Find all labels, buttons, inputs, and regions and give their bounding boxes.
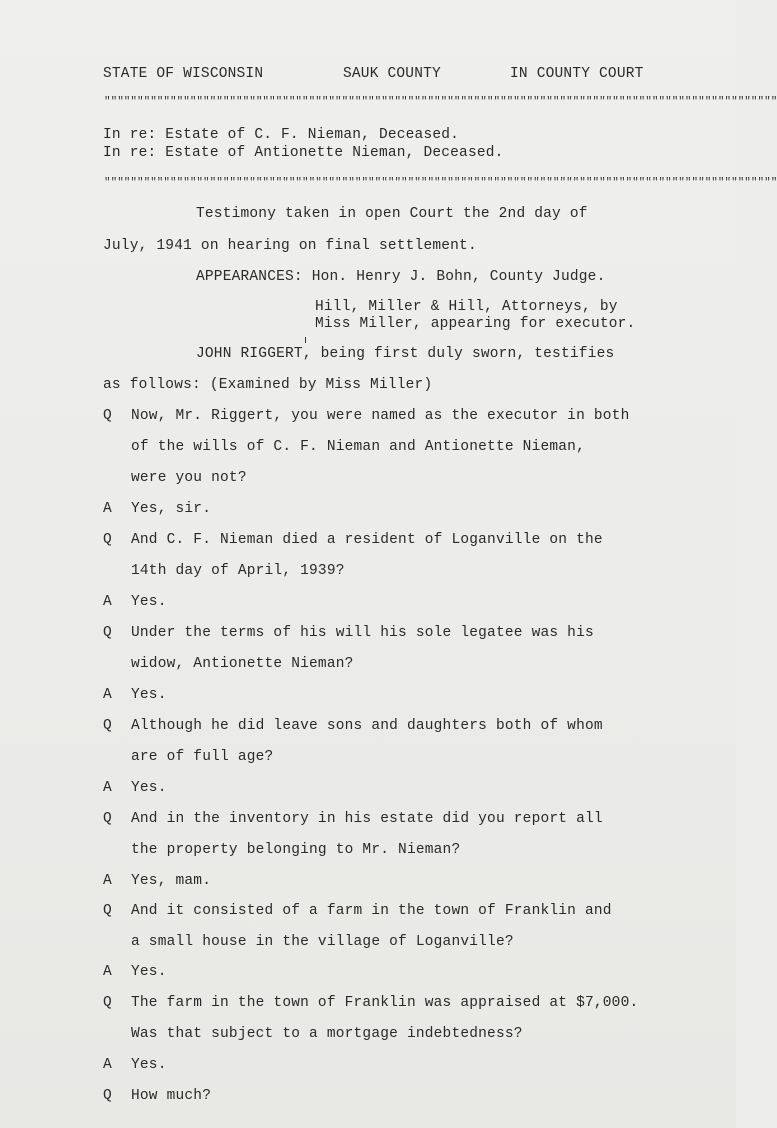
qa-marker: A [103,594,112,610]
qa-text: are of full age? [131,749,274,765]
qa-marker: A [103,687,112,703]
qa-text: Yes. [131,780,167,796]
qa-text: Was that subject to a mortgage indebtedness? [131,1026,523,1042]
qa-text: Yes. [131,964,167,980]
qa-text: Yes, mam. [131,873,212,889]
qa-text: Now, Mr. Riggert, you were named as the executor in both [131,408,630,424]
intro-line-1: Testimony taken in open Court the 2nd day of [196,206,588,222]
appearances-line-1: APPEARANCES: Hon. Henry J. Bohn, County Judge. [196,269,606,285]
court-header [103,66,649,86]
qa-marker: Q [103,995,112,1011]
header-court: IN COUNTY COURT [510,66,644,82]
qa-marker: A [103,501,112,517]
qa-marker: Q [103,625,112,641]
separator-line: """""""""""""""""""""""""""""""""""""""""""""""""""""""""""""""""""""""""""""""""""""""""""""""""""""" [104,96,777,108]
qa-text: The farm in the town of Franklin was appraised at $7,000. [131,995,639,1011]
qa-text: the property belonging to Mr. Nieman? [131,842,461,858]
qa-text: And C. F. Nieman died a resident of Loganville on the [131,532,603,548]
qa-text: 14th day of April, 1939? [131,563,345,579]
qa-marker: Q [103,903,112,919]
qa-marker: Q [103,408,112,424]
qa-text: a small house in the village of Loganville? [131,934,514,950]
appearances-line-2: Hill, Miller & Hill, Attorneys, by [315,299,618,315]
qa-text: And it consisted of a farm in the town of Franklin and [131,903,612,919]
qa-text: of the wills of C. F. Nieman and Antionette Nieman, [131,439,585,455]
qa-text: Yes. [131,1057,167,1073]
header-state: STATE OF WISCONSIN [103,66,264,82]
caption-line-1: In re: Estate of C. F. Nieman, Deceased. [103,127,460,143]
witness-line-2: as follows: (Examined by Miss Miller) [103,377,433,393]
qa-text: were you not? [131,470,247,486]
qa-marker: Q [103,532,112,548]
qa-text: widow, Antionette Nieman? [131,656,354,672]
witness-line-1: JOHN RIGGERT, being first duly sworn, testifies [196,346,615,362]
qa-text: Yes. [131,687,167,703]
qa-marker: Q [103,1088,112,1104]
qa-text: Under the terms of his will his sole legatee was his [131,625,594,641]
qa-marker: A [103,1057,112,1073]
separator-line: """""""""""""""""""""""""""""""""""""""""""""""""""""""""""""""""""""""""""""""""""""""""""""""""""""" [104,177,777,189]
caption-line-2: In re: Estate of Antionette Nieman, Deceased. [103,145,504,161]
qa-text: Yes. [131,594,167,610]
qa-text: And in the inventory in his estate did you report all [131,811,603,827]
intro-line-2: July, 1941 on hearing on final settlement. [103,238,477,254]
qa-text: Yes, sir. [131,501,212,517]
qa-marker: Q [103,811,112,827]
qa-marker: A [103,964,112,980]
qa-marker: A [103,780,112,796]
typewriter-mark [305,337,306,343]
header-county: SAUK COUNTY [343,66,441,82]
qa-marker: A [103,873,112,889]
appearances-line-3: Miss Miller, appearing for executor. [315,316,636,332]
qa-text: Although he did leave sons and daughters both of whom [131,718,603,734]
qa-marker: Q [103,718,112,734]
qa-text: How much? [131,1088,212,1104]
